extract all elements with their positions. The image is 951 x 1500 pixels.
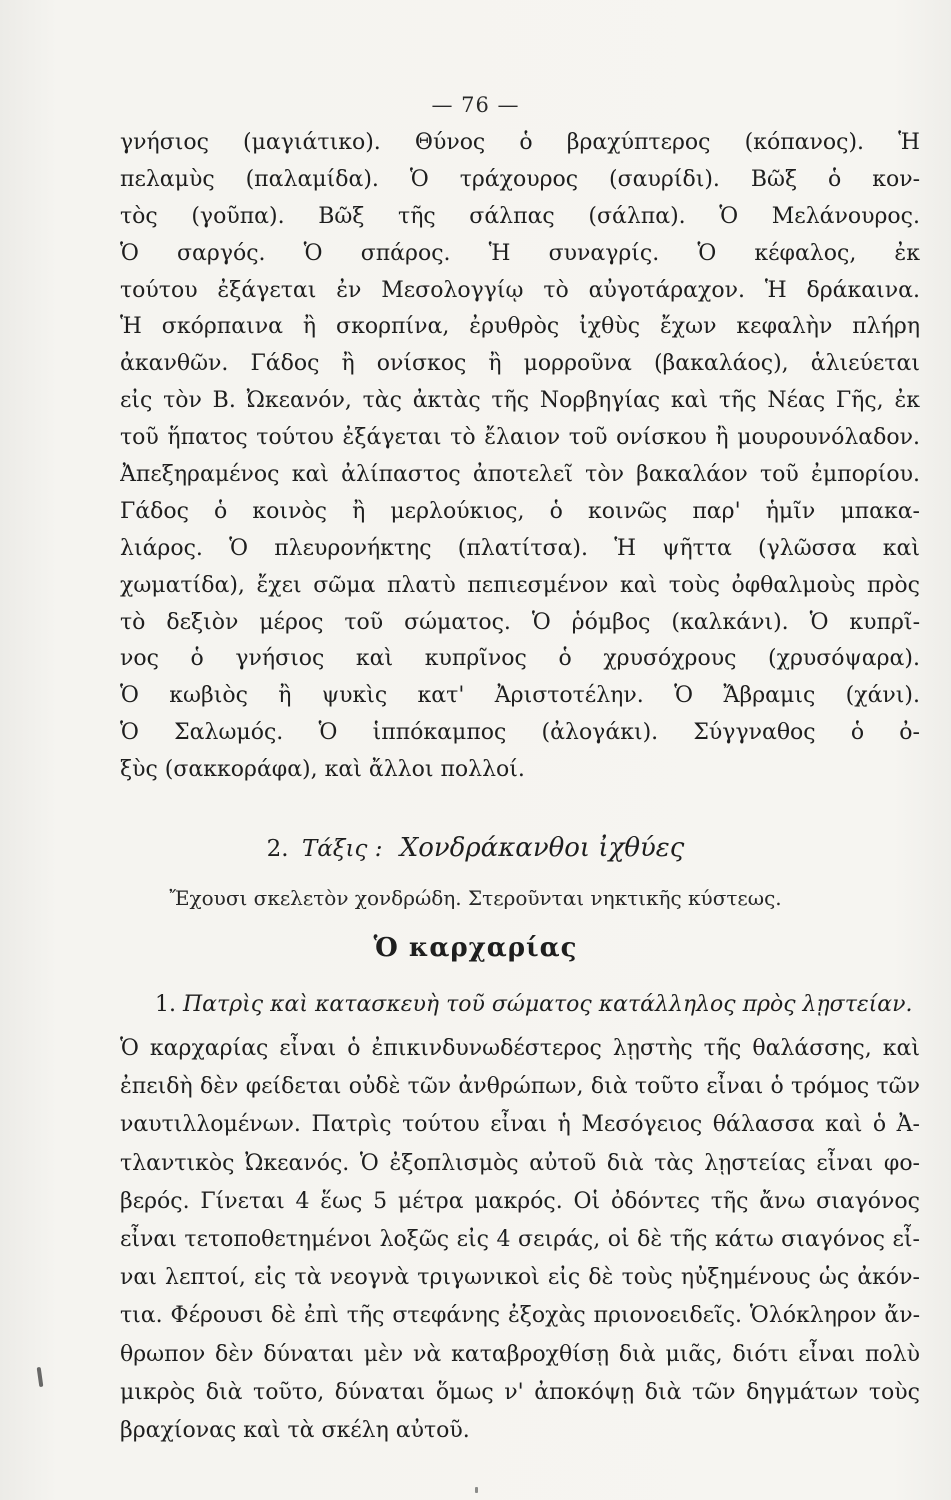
paragraph-line: λιάρος. Ὁ πλευρονήκτης (πλατίτσα). Ἡ ψῆττα (γλῶσσα καὶ [120,535,920,561]
paragraph-line: Ὁ κωβιὸς ἢ ψυκὶς κατ' Ἀριστοτέλην. Ὁ Ἄβραμις (χάνι). [120,683,920,709]
section-number: 2. [266,836,289,862]
body-line: βερός. Γίνεται 4 ἕως 5 μέτρα μακρός. Οἱ ὀδόντες τῆς ἄνω σιαγόνος [120,1188,920,1214]
body-line: ναι λεπτοί, εἰς τὰ νεογνὰ τριγωνικοὶ εἰς δὲ τοὺς ηὐξημένους ὡς ἀκόν- [120,1265,920,1291]
margin-mark [37,1367,44,1387]
body-line: θρωπον δὲν δύναται μὲν νὰ καταβροχθίσῃ διὰ μιᾶς, διότι εἶναι πολὺ [120,1341,920,1367]
paragraph-line: Ὁ σαργός. Ὁ σπάρος. Ἡ συναγρίς. Ὁ κέφαλος, ἐκ [120,240,920,266]
paragraph-line: Γάδος ὁ κοινὸς ἢ μερλούκιος, ὁ κοινῶς παρ' ἡμῖν μπακα- [120,498,920,524]
section-label: Τάξις : [301,836,383,862]
paragraph-line: χωματίδα), ἔχει σῶμα πλατὺ πεπιεσμένον καὶ τοὺς ὀφθαλμοὺς πρὸς [120,572,920,598]
paragraph-line: τὸς (γοῦπα). Βῶξ τῆς σάλπας (σάλπα). Ὁ Μελάνουρος. [120,203,920,229]
body-line: βραχίονας καὶ τὰ σκέλη αὐτοῦ. [120,1417,470,1443]
fish-list-paragraph [120,125,920,789]
paragraph-line: εἰς τὸν Β. Ὠκεανόν, τὰς ἀκτὰς τῆς Νορβηγίας καὶ τῆς Νέας Γῆς, ἐκ [120,388,920,414]
page-number: — 76 — [431,93,520,117]
article-body [120,1030,920,1450]
body-line: ἐπειδὴ δὲν φείδεται οὐδὲ τῶν ἀνθρώπων, διὰ τοῦτο εἶναι ὁ τρόμος τῶν [120,1074,920,1100]
subsection-heading [155,987,920,1023]
print-speck [475,1487,478,1493]
paragraph-line: ἀκανθῶν. Γάδος ἢ ονίσκος ἢ μορροῦνα (βακαλάος), ἁλιεύεται [120,351,920,377]
section-title: Χονδράκανθοι ἰχθύες [399,833,685,863]
section-subtitle: Ἔχουσι σκελετὸν χονδρώδη. Στεροῦνται νηκτικῆς κύστεως. [169,886,782,910]
body-line: τια. Φέρουσι δὲ ἐπὶ τῆς στεφάνης ἐξοχὰς πριονοειδεῖς. Ὁλόκληρον ἄν- [120,1303,920,1329]
paragraph-line: Ὁ Σαλωμός. Ὁ ἱππόκαμπος (ἀλογάκι). Σύγγναθος ὁ ὀ- [120,720,920,746]
paragraph-line: νος ὁ γνήσιος καὶ κυπρῖνος ὁ χρυσόχρους (χρυσόψαρα). [120,646,920,672]
article-title: Ὁ καρχαρίας [373,933,578,963]
section-heading [0,833,951,863]
paragraph-line: τὸ δεξιὸν μέρος τοῦ σώματος. Ὁ ῥόμβος (καλκάνι). Ὁ κυπρῖ- [120,609,920,635]
paragraph-line: τοῦ ἥπατος τούτου ἐξάγεται τὸ ἔλαιον τοῦ ονίσκου ἢ μουρουνόλαδον. [120,425,920,451]
body-line: εἶναι τετοποθετημένοι λοξῶς εἰς 4 σειράς, οἱ δὲ τῆς κάτω σιαγόνος εἶ- [120,1226,920,1252]
paragraph-line: τούτου ἐξάγεται ἐν Μεσολογγίῳ τὸ αὐγοτάραχον. Ἡ δράκαινα. [120,277,920,303]
body-line: μικρὸς διὰ τοῦτο, δύναται ὅμως ν' ἀποκόψῃ διὰ τῶν δηγμάτων τοὺς [120,1379,920,1405]
paragraph-line: Ἡ σκόρπαινα ἢ σκορπίνα, ἐρυθρὸς ἰχθὺς ἔχων κεφαλὴν πλήρη [120,314,920,340]
paragraph-line: Ἀπεξηραμένος καὶ ἀλίπαστος ἀποτελεῖ τὸν βακαλάον τοῦ ἐμπορίου. [120,462,920,488]
paragraph-line: πελαμὺς (παλαμίδα). Ὁ τράχουρος (σαυρίδι). Βῶξ ὁ κον- [120,166,920,192]
paragraph-line: γνήσιος (μαγιάτικο). Θύνος ὁ βραχύπτερος (κόπανος). Ἡ [120,130,920,155]
subsection-title: Πατρὶς καὶ κατασκευὴ τοῦ σώματος κατάλληλος πρὸς λῃστείαν. [183,992,913,1017]
paragraph-line: ξὺς (σακκοράφα), καὶ ἄλλοι πολλοί. [120,757,525,783]
body-line: Ὁ καρχαρίας εἶναι ὁ ἐπικινδυνωδέστερος λῃστὴς τῆς θαλάσσης, καὶ [120,1036,920,1061]
body-line: τλαντικὸς Ὠκεανός. Ὁ ἐξοπλισμὸς αὐτοῦ διὰ τὰς λῃστείας εἶναι φο- [120,1150,920,1176]
body-line: ναυτιλλομένων. Πατρὶς τούτου εἶναι ἡ Μεσόγειος θάλασσα καὶ ὁ Ἀ- [120,1112,920,1138]
subsection-number: 1. [155,992,176,1017]
